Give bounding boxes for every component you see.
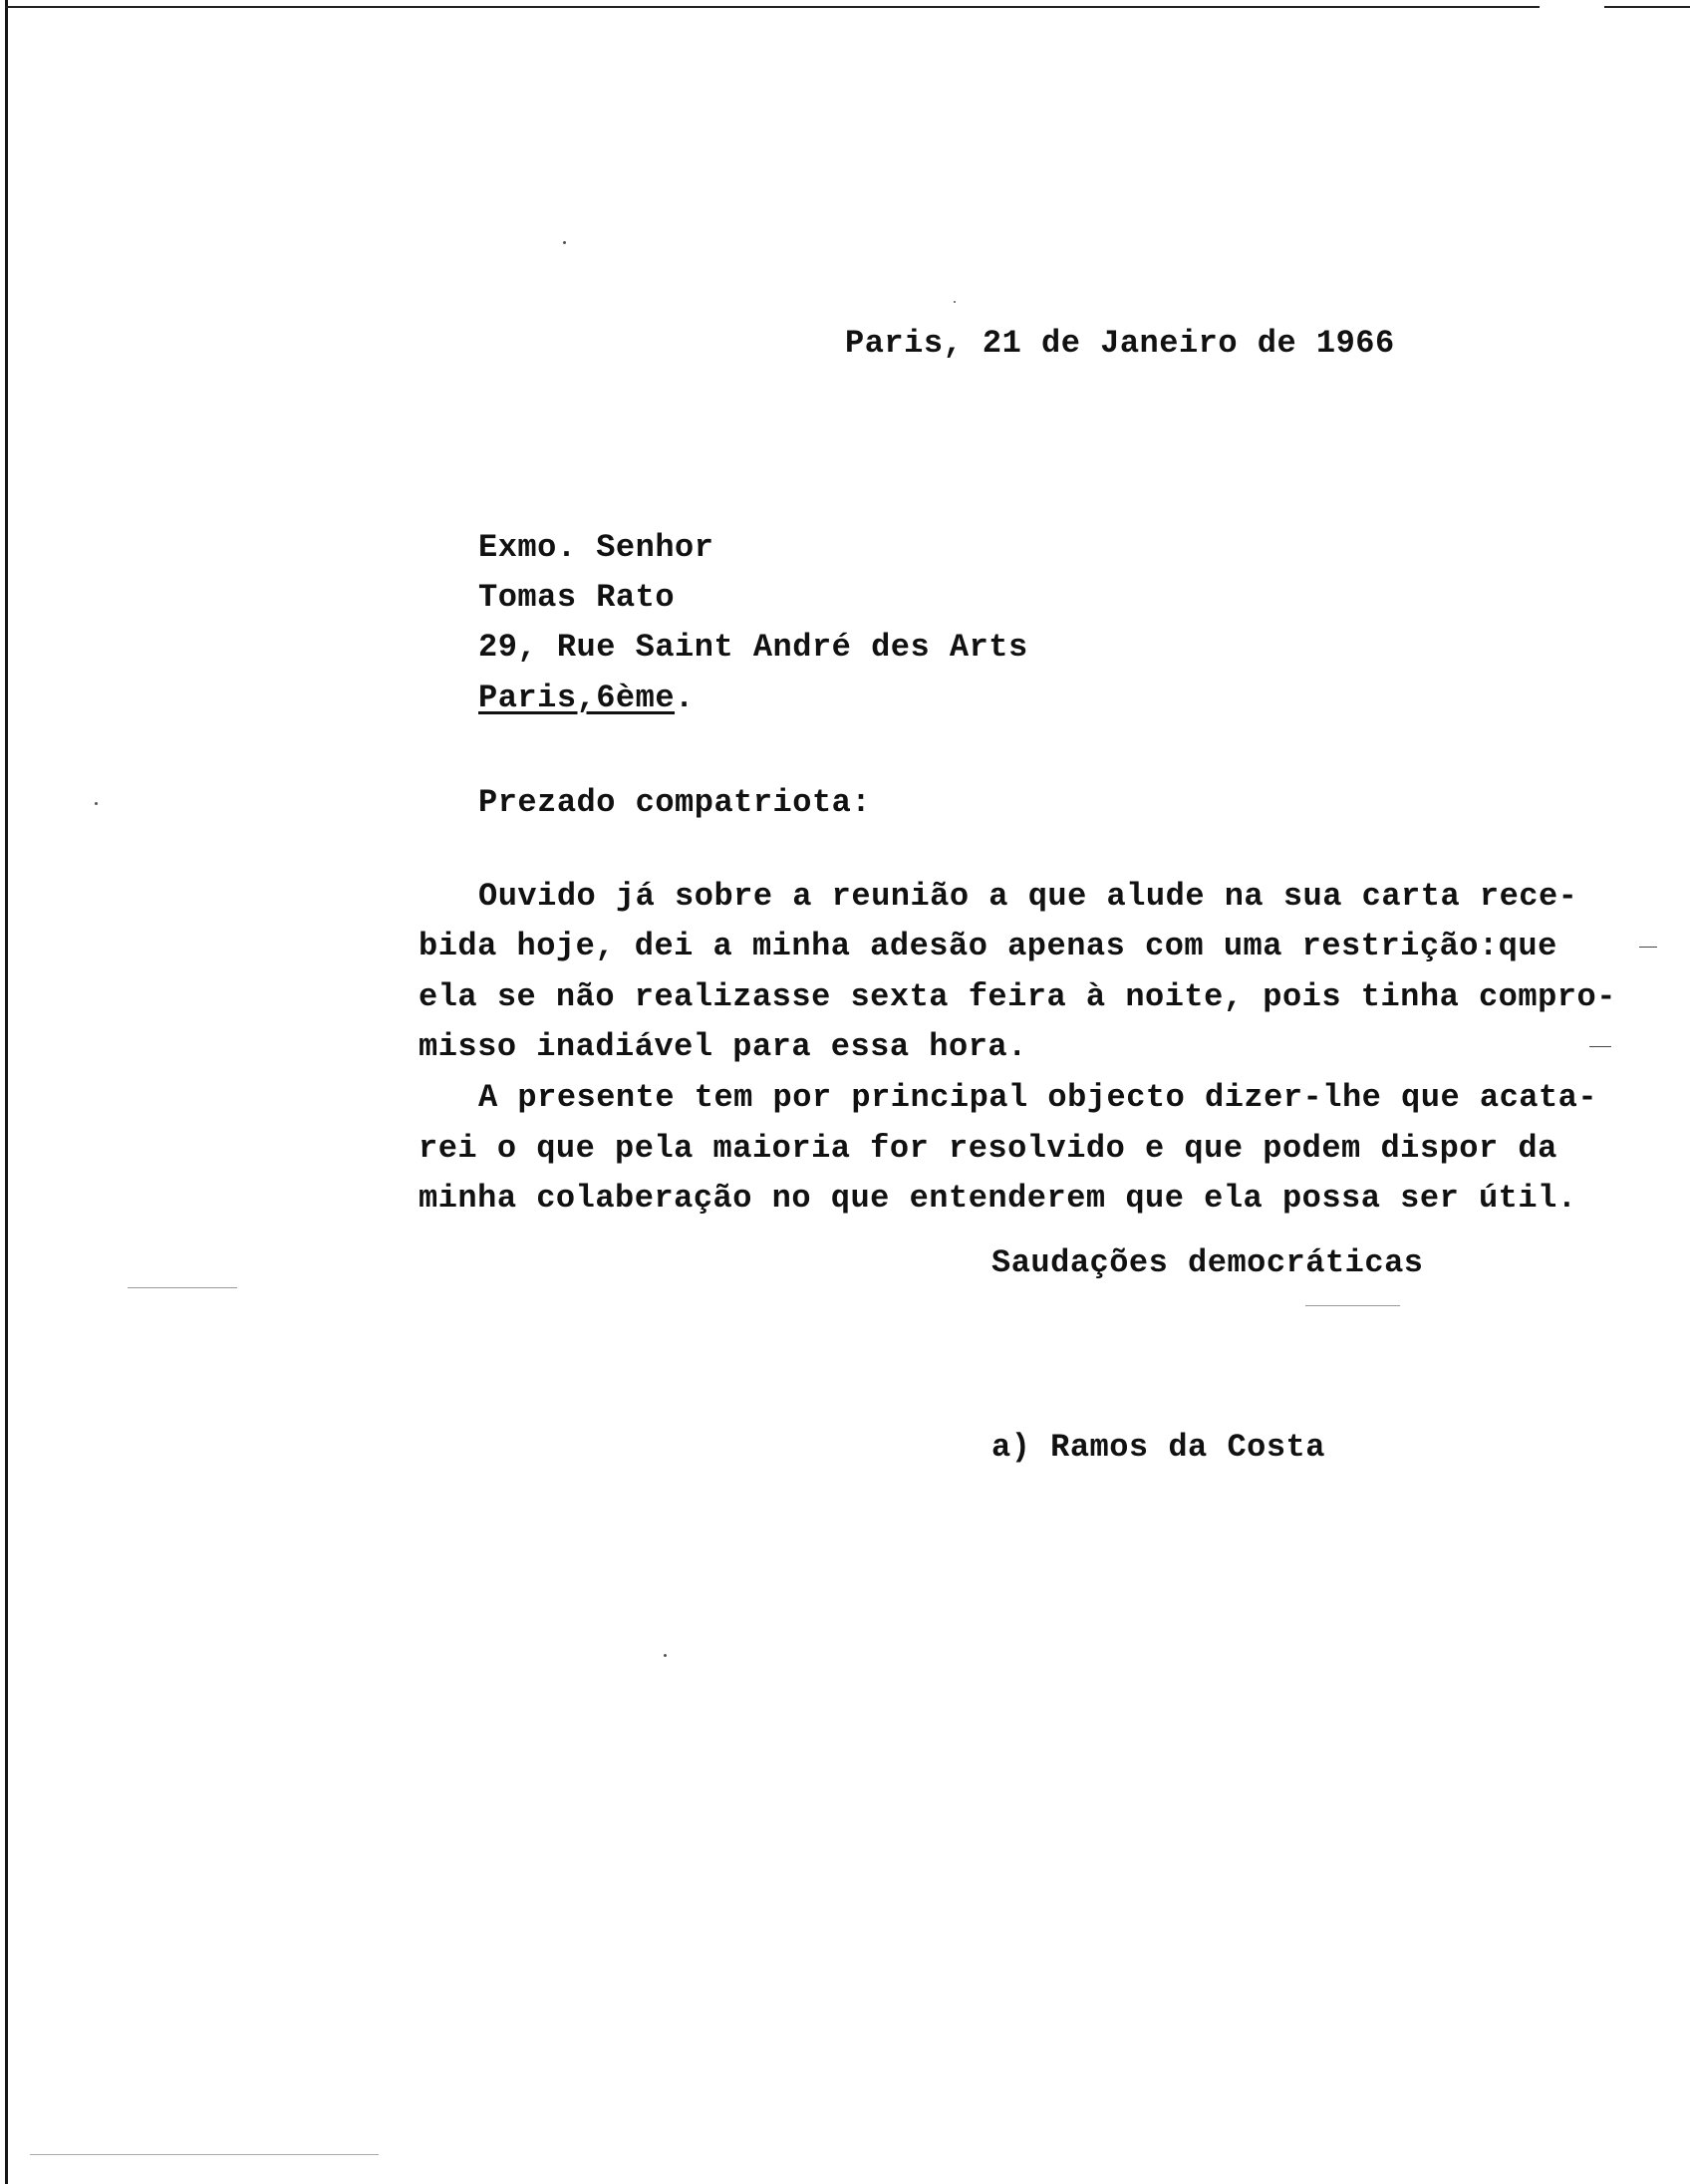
- scan-speck: [954, 301, 956, 303]
- scan-smudge: [128, 1287, 237, 1288]
- scan-smudge: [30, 2154, 379, 2155]
- body-line: minha colaberação no que entenderem que ela possa ser útil.: [419, 1180, 1577, 1217]
- recipient-city-text: Paris,6ème: [478, 680, 676, 716]
- body-line: bida hoje, dei a minha adesão apenas com uma restrição:que: [419, 928, 1557, 964]
- scan-speck: [563, 241, 566, 244]
- page-left-edge: [5, 0, 8, 2184]
- recipient-name: Tomas Rato: [478, 579, 676, 616]
- page-top-edge-right: [1604, 6, 1690, 8]
- recipient-street: 29, Rue Saint André des Arts: [478, 629, 1028, 666]
- letter-signature: a) Ramos da Costa: [991, 1429, 1325, 1466]
- letter-greeting: Prezado compatriota:: [478, 784, 872, 821]
- scan-smudge: [1639, 947, 1657, 948]
- letter-closing: Saudações democráticas: [991, 1244, 1424, 1281]
- recipient-city: Paris,6ème.: [478, 680, 695, 716]
- recipient-title: Exmo. Senhor: [478, 529, 714, 566]
- body-line: Ouvido já sobre a reunião a que alude na sua carta rece-: [478, 878, 1578, 915]
- body-line: ela se não realizasse sexta feira à noite, pois tinha compro-: [419, 978, 1616, 1015]
- page-top-edge: [5, 6, 1540, 8]
- body-line: rei o que pela maioria for resolvido e que podem dispor da: [419, 1130, 1557, 1167]
- scan-smudge: [1589, 1046, 1611, 1047]
- scan-speck: [664, 1654, 667, 1657]
- body-line: misso inadiável para essa hora.: [419, 1028, 1027, 1065]
- scan-smudge: [1305, 1305, 1400, 1306]
- scan-speck: [95, 802, 98, 805]
- letter-dateline: Paris, 21 de Janeiro de 1966: [845, 325, 1395, 362]
- body-line: A presente tem por principal objecto dizer-lhe que acata-: [478, 1079, 1598, 1116]
